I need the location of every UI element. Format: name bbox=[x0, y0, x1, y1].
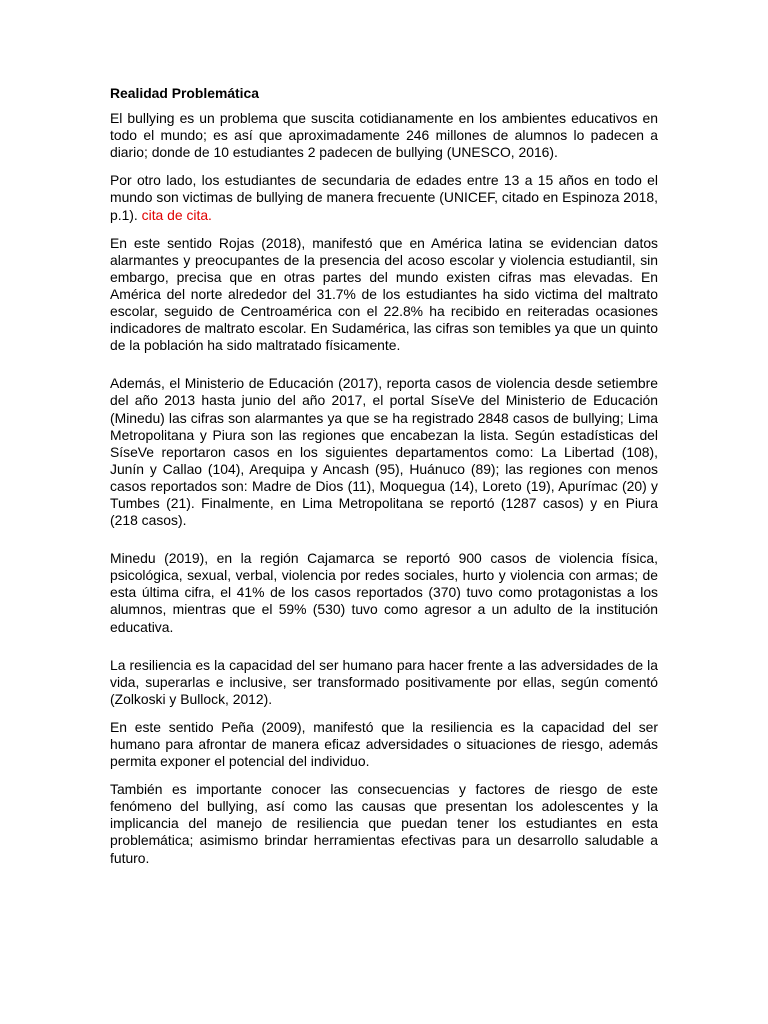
paragraph-resilience-definition: La resiliencia es la capacidad del ser humano para hacer frente a las adversidades de la vida, superarlas e inclusive, ser transformado positivamente por ellas, según comentó (Zolkoski y Bullock, 2012). bbox=[110, 656, 658, 707]
paragraph-rojas: En este sentido Rojas (2018), manifestó que en América latina se evidencian datos alarmantes y preocupantes de la presencia del acoso escolar y violencia estudiantil, sin embargo, precisa que en otras partes del mundo existen cifras mas elevadas. En América del norte alrededor del 31.7% de los estudiantes ha sido victima del maltrato escolar, seguido de Centroamérica con el 22.8% ha recibido en reiteradas ocasiones indicadores de maltrato escolar. En Sudamérica, las cifras son temibles ya que un quinto de la población ha sido maltratado físicamente. bbox=[110, 234, 658, 354]
paragraph-secondary-students bbox=[110, 172, 658, 223]
paragraph-conclusion: También es importante conocer las consecuencias y factores de riesgo de este fenómeno del bullying, así como las causas que presentan los adolescentes y la implicancia del manejo de resiliencia que puedan tener los estudiantes en esta problemática; asimismo brindar herramientas efectivas para un desarrollo saludable a futuro. bbox=[110, 781, 658, 866]
paragraph-minedu-2017: Además, el Ministerio de Educación (2017), reporta casos de violencia desde setiembre del año 2013 hasta junio del año 2017, el portal SíseVe del Ministerio de Educación (Minedu) las cifras son alarmantes ya que se ha registrado 2848 casos de bullying; Lima Metropolitana y Piura son las regiones que encabezan la lista. Según estadísticas del SíseVe reportaron casos en los siguientes departamentos como: La Libertad (108), Junín y Callao (104), Arequipa y Ancash (95), Huánuco (89); las regiones con menos casos reportados son: Madre de Dios (11), Moquegua (14), Loreto (19), Apurímac (20) y Tumbes (21). Finalmente, en Lima Metropolitana se reportó (1287 casos) y en Piura (218 casos). bbox=[110, 375, 658, 529]
citation-note: cita de cita. bbox=[141, 206, 212, 223]
paragraph-pena: En este sentido Peña (2009), manifestó que la resiliencia es la capacidad del ser humano para afrontar de manera eficaz adversidades o situaciones de riesgo, además permita exponer el potencial del individuo. bbox=[110, 718, 658, 770]
section-title: Realidad Problemática bbox=[110, 85, 259, 101]
paragraph-bullying-intro: El bullying es un problema que suscita cotidianamente en los ambientes educativos en todo el mundo; es así que aproximadamente 246 millones de alumnos lo padecen a diario; donde de 10 estudiantes 2 padecen de bullying (UNESCO, 2016). bbox=[110, 110, 658, 161]
document-page bbox=[110, 85, 658, 867]
paragraph-minedu-2019: Minedu (2019), en la región Cajamarca se reportó 900 casos de violencia física, psicológica, sexual, verbal, violencia por redes sociales, hurto y violencia con armas; de esta última cifra, el 41% de los casos reportados (370) tuvo como protagonistas a los alumnos, mientras que el 59% (530) tuvo como agresor a un adulto de la institución educativa. bbox=[110, 550, 658, 635]
paragraph-secondary-students-text: Por otro lado, los estudiantes de secundaria de edades entre 13 a 15 años en todo el mundo son victimas de bullying de manera frecuente (UNICEF, citado en Espinoza 2018, p.1). bbox=[110, 172, 658, 223]
